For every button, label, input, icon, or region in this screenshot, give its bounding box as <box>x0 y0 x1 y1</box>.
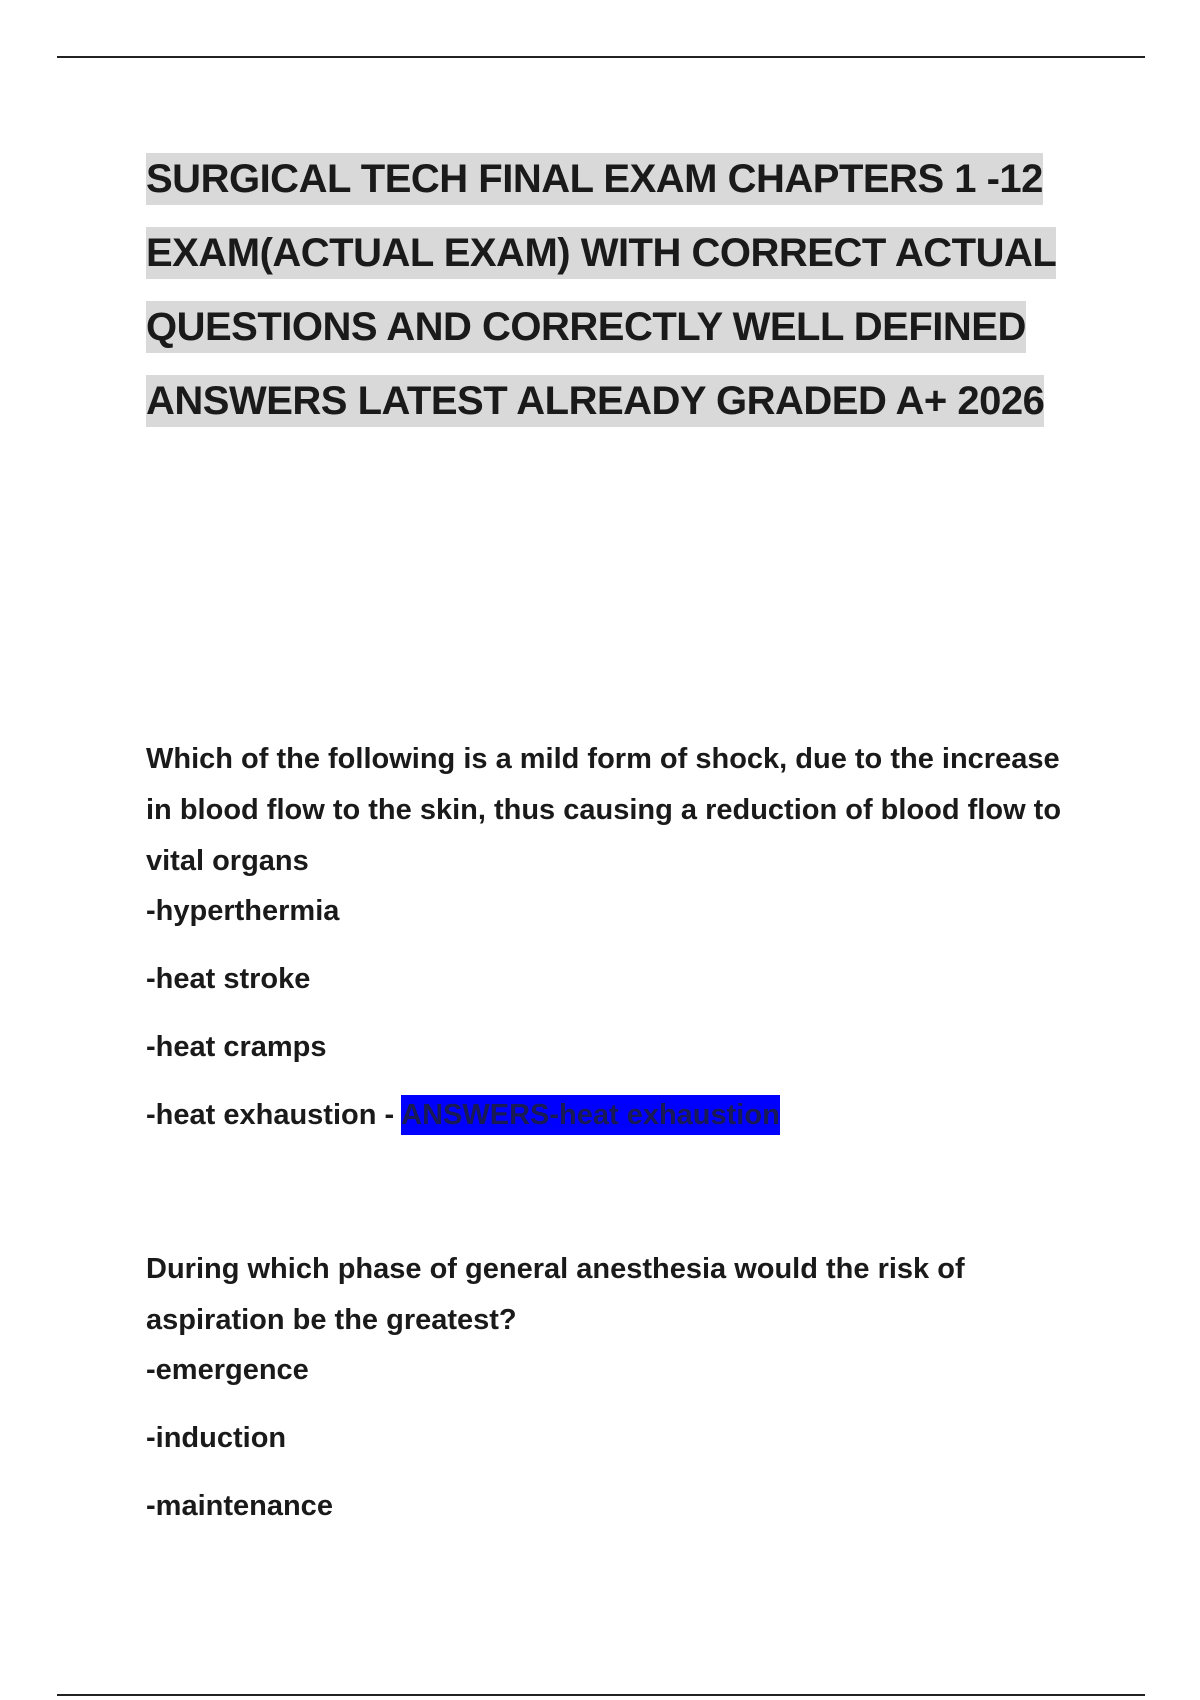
option-label: -heat exhaustion - <box>146 1099 402 1131</box>
highlighted-answer: ANSWERS-heat exhaustion <box>401 1095 780 1135</box>
question-block <box>146 734 1076 1165</box>
title-highlight: SURGICAL TECH FINAL EXAM CHAPTERS 1 -12 EXAM(ACTUAL EXAM) WITH CORRECT ACTUAL QUESTIONS AND CORRECTLY WELL DEFINED ANSWERS LATEST ALREADY GRADED A+ 2026 <box>146 153 1056 427</box>
question-text: Which of the following is a mild form of shock, due to the increase in blood flow to the skin, thus causing a reduction of blood flow to vital organs <box>146 743 1062 877</box>
document-body <box>146 142 1106 1522</box>
option: -induction <box>146 1422 287 1454</box>
option: -maintenance <box>146 1490 333 1522</box>
option: -hyperthermia <box>146 895 340 927</box>
question-text: During which phase of general anesthesia would the risk of aspiration be the greatest? <box>146 1253 965 1336</box>
option: -heat cramps <box>146 1031 327 1063</box>
option: -heat stroke <box>146 963 311 995</box>
answer-options <box>146 1352 1076 1524</box>
question-block <box>146 1244 1076 1556</box>
document-title <box>146 142 1106 438</box>
answer-options <box>146 893 1076 1133</box>
top-rule <box>57 56 1145 58</box>
bottom-rule <box>57 1694 1145 1696</box>
option: -emergence <box>146 1354 309 1386</box>
option-with-answer <box>146 1097 1076 1133</box>
